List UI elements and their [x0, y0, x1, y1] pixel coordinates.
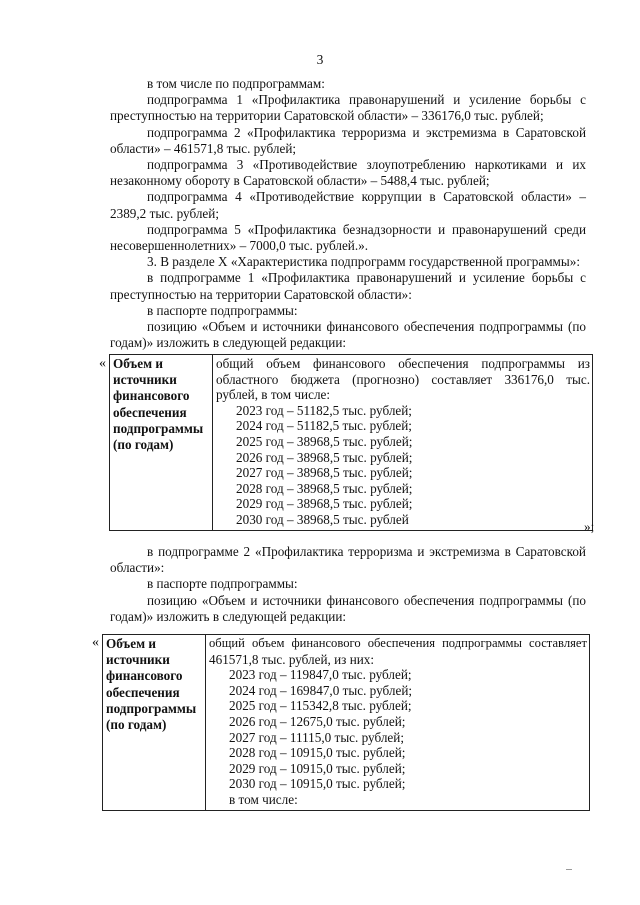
table2-intro-line2: 461571,8 тыс. рублей, из них:: [209, 651, 375, 667]
table2-year-2027: 2027 год – 11115,0 тыс. рублей;: [229, 729, 404, 745]
table1-intro: общий объем финансового обеспечения подпрограммы из областного бюджета (прогнозно) составляет 336176,0 тыс. рублей, в том числе:: [216, 356, 590, 403]
paragraph-in-subprogram-2: в подпрограмме 2 «Профилактика терроризма и экстремизма в Саратовской области»:: [110, 544, 586, 576]
paragraph-in-subprogram-1: в подпрограмме 1 «Профилактика правонарушений и усиление борьбы с преступностью на территории Саратовской области»:: [110, 270, 586, 302]
table2-label: Объем и источники финансового обеспечения подпрограммы (по годам): [103, 635, 206, 811]
document-body-2: [110, 544, 586, 625]
paragraph-subprogram-1: подпрограмма 1 «Профилактика правонарушений и усиление борьбы с преступностью на территории Саратовской области» – 336176,0 тыс. рублей;: [110, 92, 586, 124]
table1-year-2025: 2025 год – 38968,5 тыс. рублей;: [236, 433, 413, 449]
table2-tail: в том числе:: [229, 791, 298, 807]
table2-year-2025: 2025 год – 115342,8 тыс. рублей;: [229, 698, 412, 714]
table1-year-2026: 2026 год – 38968,5 тыс. рублей;: [236, 449, 413, 465]
table1-label: Объем и источники финансового обеспечения подпрограммы (по годам): [110, 355, 213, 531]
passport-table-2: [102, 634, 590, 811]
document-body: [110, 76, 586, 351]
paragraph-subprogram-5: подпрограмма 5 «Профилактика безнадзорности и правонарушений среди несовершеннолетних» – 7000,0 тыс. рублей.».: [110, 221, 586, 254]
table2-year-2029: 2029 год – 10915,0 тыс. рублей;: [229, 760, 406, 776]
scan-mark: [566, 869, 572, 870]
table1-year-2029: 2029 год – 38968,5 тыс. рублей;: [236, 496, 413, 512]
paragraph-passport-2: в паспорте подпрограммы:: [147, 576, 298, 592]
table1-content: [213, 355, 593, 531]
paragraph-position-2: позицию «Объем и источники финансового обеспечения подпрограммы (по годам)» изложить в следующей редакции:: [110, 592, 586, 624]
passport-table-1: [109, 354, 593, 531]
paragraph-position-1: позицию «Объем и источники финансового обеспечения подпрограммы (по годам)» изложить в следующей редакции:: [110, 319, 586, 351]
table2-year-2024: 2024 год – 169847,0 тыс. рублей;: [229, 682, 413, 698]
table2-year-2028: 2028 год – 10915,0 тыс. рублей;: [229, 745, 406, 761]
table2-intro-line1: общий объем финансового обеспечения подпрограммы составляет: [209, 636, 587, 650]
page-number: 3: [316, 52, 324, 67]
table2-content: [206, 635, 590, 811]
table1-year-2023: 2023 год – 51182,5 тыс. рублей;: [236, 402, 412, 418]
table2-year-2023: 2023 год – 119847,0 тыс. рублей;: [229, 667, 412, 683]
table2-year-2026: 2026 год – 12675,0 тыс. рублей;: [229, 713, 406, 729]
quote-open-1: «: [99, 356, 106, 371]
paragraph-subprogram-2: подпрограмма 2 «Профилактика терроризма и экстремизма в Саратовской области» – 461571,8 тыс. рублей;: [110, 124, 586, 156]
table1-year-2028: 2028 год – 38968,5 тыс. рублей;: [236, 480, 413, 496]
quote-close-1: »;: [584, 519, 595, 534]
quote-open-2: «: [92, 635, 99, 650]
paragraph-subprogram-4: подпрограмма 4 «Противодействие коррупции в Саратовской области» – 2389,2 тыс. рублей;: [110, 189, 586, 221]
paragraph-section-x: 3. В разделе X «Характеристика подпрограмм государственной программы»:: [147, 254, 581, 270]
table2-year-2030: 2030 год – 10915,0 тыс. рублей;: [229, 776, 406, 792]
paragraph-passport-1: в паспорте подпрограммы:: [147, 302, 298, 318]
table1-year-2024: 2024 год – 51182,5 тыс. рублей;: [236, 418, 412, 434]
paragraph-subprogram-3: подпрограмма 3 «Противодействие злоупотреблению наркотиками и их незаконному обороту в Саратовской области» – 5488,4 тыс. рублей;: [110, 157, 586, 189]
paragraph-subprograms-intro: в том числе по подпрограммам:: [147, 76, 325, 91]
table1-year-2030: 2030 год – 38968,5 тыс. рублей: [236, 511, 409, 527]
table1-year-2027: 2027 год – 38968,5 тыс. рублей;: [236, 465, 413, 481]
